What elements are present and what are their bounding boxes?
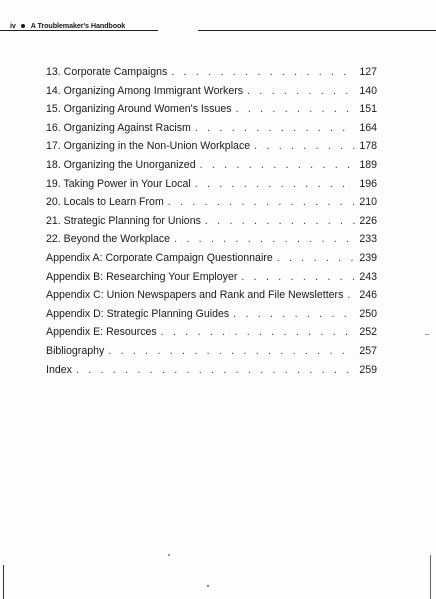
toc-entry-title: Bibliography — [46, 344, 105, 357]
dot-leader — [171, 66, 355, 78]
scan-edge-line — [3, 565, 4, 599]
toc-entry-title: Appendix A: Corporate Campaign Questionnaire — [46, 251, 273, 264]
toc-entry-title: 14. Organizing Among Immigrant Workers — [46, 84, 244, 97]
toc-entry — [46, 178, 377, 197]
toc-entry — [46, 289, 377, 308]
toc-entry-title: Appendix B: Researching Your Employer — [46, 270, 238, 283]
toc-entry — [46, 103, 377, 122]
scan-speck — [168, 554, 170, 556]
toc-entry-title: 16. Organizing Against Racism — [46, 121, 191, 134]
toc-entry-title: 22. Beyond the Workplace — [46, 233, 171, 246]
dot-leader — [195, 122, 355, 134]
dot-leader — [254, 140, 355, 152]
dot-leader — [168, 196, 355, 208]
header-book-title: A Troublemaker's Handbook — [30, 21, 126, 30]
toc-entry-page: 259 — [359, 363, 377, 376]
toc-entry — [46, 364, 377, 383]
dot-leader — [233, 308, 355, 320]
header-rule-gap — [158, 29, 198, 32]
toc-entry-title: 18. Organizing the Unorganized — [46, 158, 196, 171]
toc-entry-page: 226 — [359, 214, 377, 227]
toc-entry-title: Index — [46, 363, 72, 376]
toc-entry — [46, 85, 377, 104]
toc-entry-page: 189 — [359, 158, 377, 171]
toc-entry — [46, 196, 377, 215]
dot-leader — [347, 289, 355, 301]
toc-entry-page: 246 — [359, 289, 377, 302]
toc-entry — [46, 326, 377, 345]
toc-entry-page: 210 — [359, 196, 377, 209]
dot-leader — [277, 252, 355, 264]
toc-entry-title: Appendix C: Union Newspapers and Rank and File Newsletters — [46, 289, 344, 302]
toc-entry-title: Appendix D: Strategic Planning Guides — [46, 307, 230, 320]
toc-entry — [46, 252, 377, 271]
toc-entry-page: 250 — [359, 307, 377, 320]
scan-speck — [425, 334, 429, 335]
toc-entry-page: 257 — [359, 344, 377, 357]
toc-entry-page: 243 — [359, 270, 377, 283]
toc-entry — [46, 159, 377, 178]
dot-leader — [200, 159, 355, 171]
dot-leader — [195, 178, 355, 190]
toc-entry-title: 21. Strategic Planning for Unions — [46, 214, 201, 227]
toc-entry-title: 13. Corporate Campaigns — [46, 66, 168, 78]
toc-entry-title: 19. Taking Power in Your Local — [46, 177, 191, 190]
bullet-icon — [21, 24, 25, 28]
toc-entry-page: 239 — [359, 251, 377, 264]
running-header — [10, 21, 125, 30]
dot-leader — [174, 233, 355, 245]
toc-entry-title: 20. Locals to Learn From — [46, 196, 164, 209]
toc-entry — [46, 233, 377, 252]
dot-leader — [161, 326, 355, 338]
toc-entry — [46, 308, 377, 327]
toc-entry — [46, 345, 377, 364]
dot-leader — [76, 364, 355, 376]
scan-speck — [207, 585, 209, 587]
scan-edge-line — [430, 555, 431, 599]
toc-entry-page: 151 — [359, 103, 377, 116]
toc-entry-page: 233 — [359, 233, 377, 246]
dot-leader — [108, 345, 355, 357]
dot-leader — [241, 271, 355, 283]
header-page-number: iv — [10, 21, 16, 30]
dot-leader — [205, 215, 355, 227]
toc-entry — [46, 271, 377, 290]
dot-leader — [247, 85, 355, 97]
header-rule — [0, 30, 436, 31]
toc-entry-title: 15. Organizing Around Women's Issues — [46, 103, 232, 116]
toc-entry-page: 178 — [359, 140, 377, 153]
toc-entry-page: 127 — [359, 66, 377, 78]
toc-entry-title: 17. Organizing in the Non-Union Workplace — [46, 140, 251, 153]
toc-entry — [46, 122, 377, 141]
table-of-contents — [46, 66, 377, 382]
toc-entry-title: Appendix E: Resources — [46, 326, 157, 339]
toc-entry — [46, 215, 377, 234]
toc-entry-page: 140 — [359, 84, 377, 97]
toc-entry-page: 164 — [359, 121, 377, 134]
toc-entry-page: 196 — [359, 177, 377, 190]
toc-entry — [46, 66, 377, 85]
toc-entry — [46, 140, 377, 159]
toc-entry-page: 252 — [359, 326, 377, 339]
dot-leader — [236, 103, 355, 115]
